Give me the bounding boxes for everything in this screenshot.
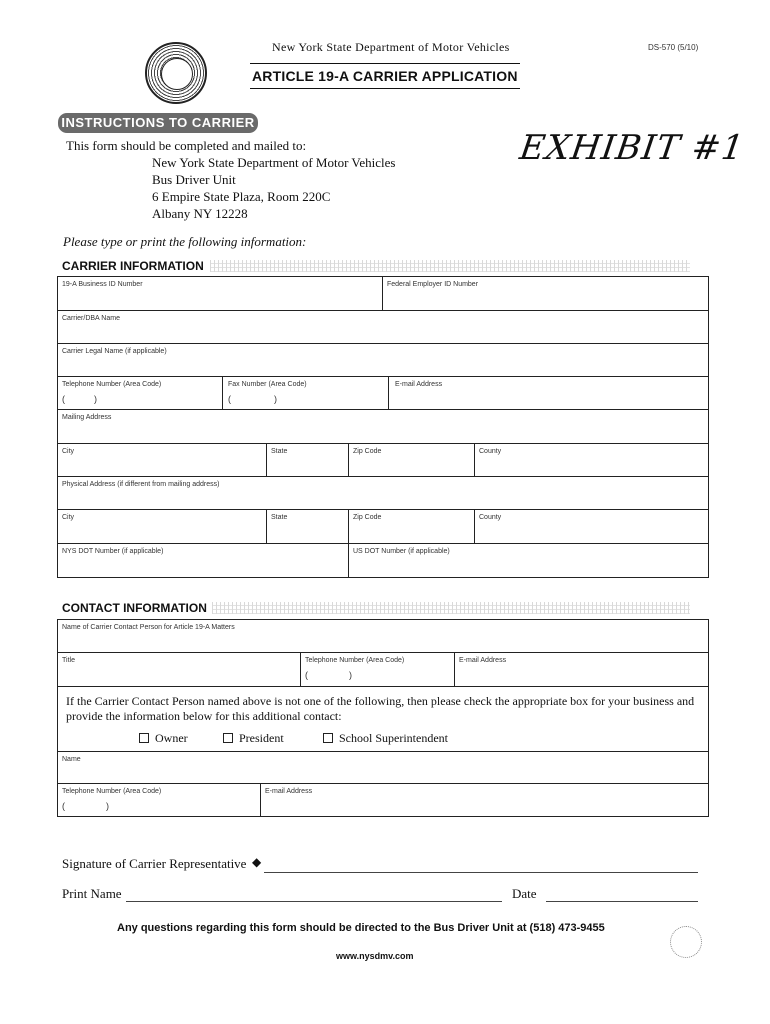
exhibit-handwriting: EXHIBIT #1 xyxy=(517,128,747,168)
contact-phone-paren-close: ) xyxy=(349,670,352,680)
usdot-field[interactable]: US DOT Number (if applicable) xyxy=(353,548,450,555)
president-label: President xyxy=(239,731,284,745)
col-divider xyxy=(388,376,389,409)
col-divider xyxy=(348,443,349,476)
instructions-intro: This form should be completed and mailed to: xyxy=(66,138,307,153)
carrier-info-box xyxy=(57,276,709,578)
row-divider xyxy=(57,310,709,311)
row-divider xyxy=(57,476,709,477)
date-label: Date xyxy=(512,886,537,901)
row-divider xyxy=(57,376,709,377)
fax-field[interactable]: Fax Number (Area Code) xyxy=(228,381,307,388)
additional-email-field[interactable]: E-mail Address xyxy=(265,788,313,795)
fax-paren-open: ( xyxy=(228,394,231,404)
federal-id-field[interactable]: Federal Employer ID Number xyxy=(387,281,479,288)
email-field[interactable]: E-mail Address xyxy=(395,381,443,388)
additional-phone-paren-close: ) xyxy=(106,801,109,811)
row-divider xyxy=(57,751,709,752)
state-field[interactable]: State xyxy=(271,448,288,455)
zip2-field[interactable]: Zip Code xyxy=(353,514,382,521)
col-divider xyxy=(300,652,301,686)
address-line: New York State Department of Motor Vehicles xyxy=(152,155,396,170)
contact-phone-field[interactable]: Telephone Number (Area Code) xyxy=(305,657,405,664)
col-divider xyxy=(266,443,267,476)
questions-note: Any questions regarding this form should be directed to the Bus Driver Unit at (518) 473-9455 xyxy=(117,922,605,934)
col-divider xyxy=(382,276,383,310)
row-divider xyxy=(57,343,709,344)
col-divider xyxy=(260,783,261,817)
row-divider xyxy=(57,543,709,544)
col-divider xyxy=(474,443,475,476)
col-divider xyxy=(474,509,475,543)
col-divider xyxy=(266,509,267,543)
additional-phone-field[interactable]: Telephone Number (Area Code) xyxy=(62,788,162,795)
col-divider xyxy=(222,376,223,409)
additional-contact-note-2: provide the information below for this additional contact: xyxy=(66,709,342,723)
contact-email-field[interactable]: E-mail Address xyxy=(459,657,507,664)
row-divider xyxy=(57,509,709,510)
president-checkbox[interactable] xyxy=(223,733,233,743)
print-name-label: Print Name xyxy=(62,886,122,901)
phone-paren-close: ) xyxy=(94,394,97,404)
signature-line[interactable] xyxy=(264,872,698,873)
header-rule-bottom xyxy=(250,88,520,89)
owner-checkbox[interactable] xyxy=(139,733,149,743)
city-field[interactable]: City xyxy=(62,448,75,455)
dba-name-field[interactable]: Carrier/DBA Name xyxy=(62,315,120,322)
business-id-field[interactable]: 19-A Business ID Number xyxy=(62,281,143,288)
phone-paren-open: ( xyxy=(62,394,65,404)
nysdot-field[interactable]: NYS DOT Number (if applicable) xyxy=(62,548,164,555)
section-hatch xyxy=(210,260,690,272)
phone-field[interactable]: Telephone Number (Area Code) xyxy=(62,381,162,388)
contact-name-field[interactable]: Name of Carrier Contact Person for Article 19-A Matters xyxy=(62,624,235,631)
additional-phone-paren-open: ( xyxy=(62,801,65,811)
col-divider xyxy=(348,509,349,543)
superintendent-checkbox[interactable] xyxy=(323,733,333,743)
mailing-address-field[interactable]: Mailing Address xyxy=(62,414,112,421)
address-line: Albany NY 12228 xyxy=(152,206,248,221)
address-line: Bus Driver Unit xyxy=(152,172,236,187)
website-link[interactable]: www.nysdmv.com xyxy=(336,951,414,961)
row-divider xyxy=(57,443,709,444)
county-field[interactable]: County xyxy=(479,448,502,455)
additional-contact-note: If the Carrier Contact Person named above is not one of the following, then please check the appropriate box for your business and xyxy=(66,694,695,708)
contact-phone-paren-open: ( xyxy=(305,670,308,680)
row-divider xyxy=(57,783,709,784)
section-hatch xyxy=(212,602,690,614)
legal-name-field[interactable]: Carrier Legal Name (if applicable) xyxy=(62,348,167,355)
state2-field[interactable]: State xyxy=(271,514,288,521)
print-name-line[interactable] xyxy=(126,901,502,902)
arrow-pointer-icon: ◆ xyxy=(252,855,262,869)
please-type-note: Please type or print the following information: xyxy=(63,234,307,249)
superintendent-label: School Superintendent xyxy=(339,731,448,745)
stamp-icon xyxy=(670,926,702,958)
carrier-section-heading: CARRIER INFORMATION xyxy=(62,259,204,273)
header-rule-top xyxy=(250,63,520,64)
address-line: 6 Empire State Plaza, Room 220C xyxy=(152,189,331,204)
col-divider xyxy=(348,543,349,578)
city2-field[interactable]: City xyxy=(62,514,75,521)
row-divider xyxy=(57,652,709,653)
additional-name-field[interactable]: Name xyxy=(62,756,81,763)
fax-paren-close: ) xyxy=(274,394,277,404)
instructions-banner: INSTRUCTIONS TO CARRIER xyxy=(58,113,258,133)
department-name: New York State Department of Motor Vehicles xyxy=(272,40,510,54)
contact-title-field[interactable]: Title xyxy=(62,657,75,664)
nys-seal-icon xyxy=(145,42,207,104)
page-title: ARTICLE 19-A CARRIER APPLICATION xyxy=(252,68,518,84)
zip-field[interactable]: Zip Code xyxy=(353,448,382,455)
form-number: DS-570 (5/10) xyxy=(648,43,699,52)
contact-section-heading: CONTACT INFORMATION xyxy=(62,601,207,615)
county2-field[interactable]: County xyxy=(479,514,502,521)
physical-address-field[interactable]: Physical Address (if different from mailing address) xyxy=(62,481,220,488)
date-line[interactable] xyxy=(546,901,698,902)
row-divider xyxy=(57,686,709,687)
col-divider xyxy=(454,652,455,686)
signature-label: Signature of Carrier Representative xyxy=(62,856,247,871)
row-divider xyxy=(57,409,709,410)
owner-label: Owner xyxy=(155,731,188,745)
